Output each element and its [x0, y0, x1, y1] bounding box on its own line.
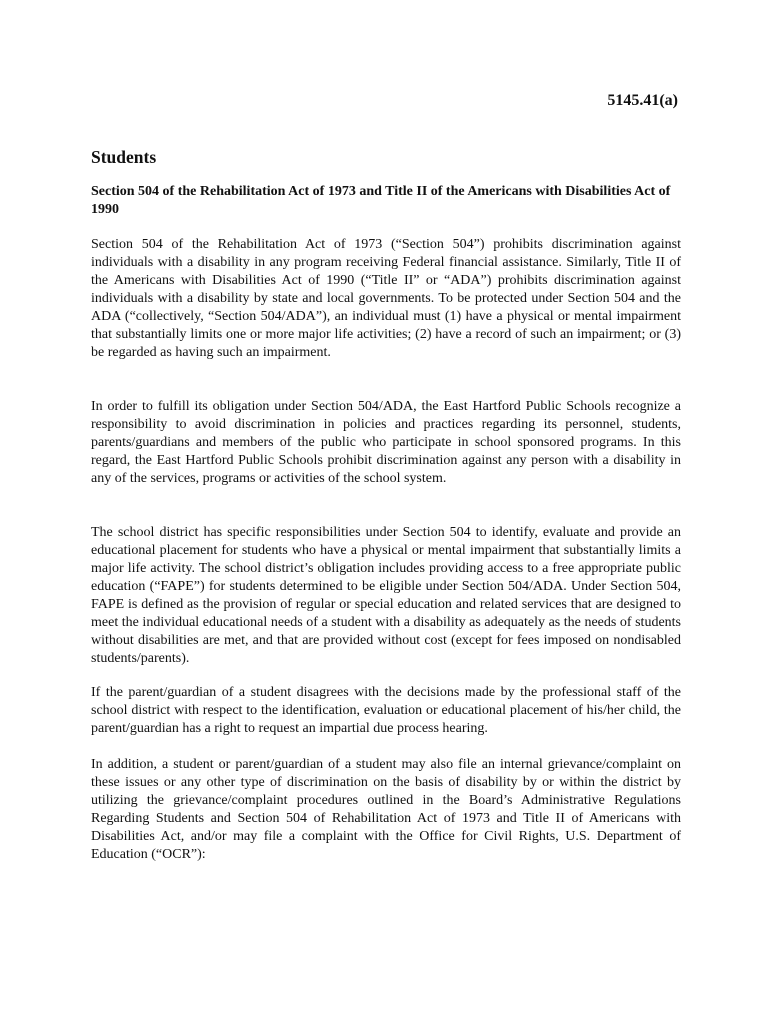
paragraph-nondiscrimination: In order to fulfill its obligation under Section 504/ADA, the East Hartford Public Schools recognize a responsibility to avoid discrimination in policies and practices regarding its personnel, students, parents/guardians and members of the public who participate in school sponsored programs. In this regard, the East Hartford Public Schools prohibit discrimination against any person with a disability in any of the services, programs or activities of the school system.	[91, 399, 681, 486]
paragraph-section-504-overview: Section 504 of the Rehabilitation Act of 1973 (“Section 504”) prohibits discrimination against individuals with a disability in any program receiving Federal financial assistance. Similarly, Title II of the Americans with Disabilities Act of 1990 (“Title II” or “ADA”) prohibits discrimination against individuals with a disability by state and local governments. To be protected under Section 504 and the ADA (“collectively, “Section 504/ADA”), an individual must (1) have a physical or mental impairment that substantially limits one or more major life activities; (2) have a record of such an impairment; or (3) be regarded as having such an impairment.	[91, 237, 681, 360]
section-subheading: Section 504 of the Rehabilitation Act of 1973 and Title II of the Americans with Disabilities Act of 1990	[91, 184, 671, 217]
policy-number: 5145.41(a)	[607, 92, 678, 109]
page-title: Students	[91, 147, 157, 167]
paragraph-due-process: If the parent/guardian of a student disagrees with the decisions made by the professional staff of the school district with respect to the identification, evaluation or educational placement of his/her child, the parent/guardian has a right to request an impartial due process hearing.	[91, 685, 681, 736]
paragraph-grievance: In addition, a student or parent/guardian of a student may also file an internal grievance/complaint on these issues or any other type of discrimination on the basis of disability by or within the district by utilizing the grievance/complaint procedures outlined in the Board’s Administrative Regulations Regarding Students and Section 504 of Rehabilitation Act of 1973 and Title II of Americans with Disabilities Act, and/or may file a complaint with the Office for Civil Rights, U.S. Department of Education (“OCR”):	[91, 757, 681, 862]
paragraph-district-responsibilities: The school district has specific responsibilities under Section 504 to identify, evaluate and provide an educational placement for students who have a physical or mental impairment that substantially limits a major life activity. The school district’s obligation includes providing access to a free appropriate public education (“FAPE”) for students determined to be eligible under Section 504/ADA. Under Section 504, FAPE is defined as the provision of regular or special education and related services that are designed to meet the individual educational needs of a student with a disability as adequately as the needs of students without disabilities are met, and that are provided without cost (except for fees imposed on nondisabled students/parents).	[91, 525, 681, 666]
